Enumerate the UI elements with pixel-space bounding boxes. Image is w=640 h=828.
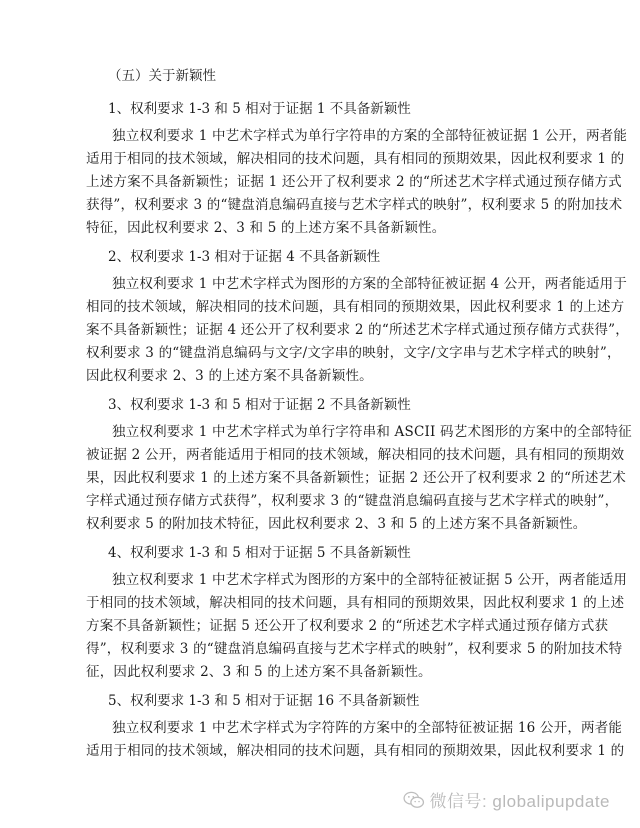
paragraph-line: 特征，因此权利要求 2、3 和 5 的上述方案不具备新颖性。 <box>86 220 446 236</box>
paragraph-line: 字样式通过预存储方式获得”，权利要求 3 的“键盘消息编码直接与艺术字样式的映射”， <box>86 493 619 509</box>
paragraph-line: 被证据 2 公开，两者能适用于相同的技术领域，解决相同的技术问题，具有相同的预期效 <box>86 447 625 463</box>
section-heading: （五）关于新颖性 <box>108 68 216 84</box>
document-body <box>86 66 632 763</box>
paragraph-line: 得”，权利要求 3 的“键盘消息编码直接与艺术字样式的映射”，权利要求 5 的附加技术特 <box>86 641 623 657</box>
paragraph-line: 上述方案不具备新颖性；证据 1 还公开了权利要求 2 的“所述艺术字样式通过预存储方式 <box>86 174 622 190</box>
paragraph <box>86 421 632 536</box>
paragraph-line: 权利要求 5 的附加技术特征，因此权利要求 2、3 和 5 的上述方案不具备新颖性。 <box>86 516 587 532</box>
paragraph-line: 适用于相同的技术领域，解决相同的技术问题，具有相同的预期效果，因此权利要求 1 的 <box>86 743 625 759</box>
paragraph <box>86 125 628 240</box>
section-heading: 1、权利要求 1-3 和 5 相对于证据 1 不具备新颖性 <box>108 101 411 117</box>
paragraph-line: 独立权利要求 1 中艺术字样式为图形的方案的全部特征被证据 4 公开，两者能适用于 <box>112 276 628 292</box>
paragraph-line: 果，因此权利要求 1 的上述方案不具备新颖性；证据 2 还公开了权利要求 2 的“所述艺术 <box>86 470 626 486</box>
paragraph-line: 独立权利要求 1 中艺术字样式为字符阵的方案中的全部特征被证据 16 公开，两者能 <box>112 720 623 736</box>
wechat-icon <box>403 791 425 809</box>
paragraph-line: 因此权利要求 2、3 的上述方案不具备新颖性。 <box>86 368 373 384</box>
section-heading: 3、权利要求 1-3 和 5 相对于证据 2 不具备新颖性 <box>108 397 411 413</box>
paragraph <box>86 717 625 763</box>
paragraph-line: 独立权利要求 1 中艺术字样式为单行字符串和 ASCII 码艺术图形的方案中的全部特征 <box>112 424 632 440</box>
watermark-text: 微信号: globalipupdate <box>429 792 610 811</box>
paragraph <box>86 273 629 388</box>
section-heading: 5、权利要求 1-3 和 5 相对于证据 16 不具备新颖性 <box>108 693 420 709</box>
paragraph-line: 独立权利要求 1 中艺术字样式为图形的方案中的全部特征被证据 5 公开，两者能适用 <box>112 572 628 588</box>
paragraph-line: 相同的技术领域，解决相同的技术问题，具有相同的预期效果，因此权利要求 1 的上述方 <box>86 299 625 315</box>
section-heading: 2、权利要求 1-3 相对于证据 4 不具备新颖性 <box>108 249 381 265</box>
paragraph-line: 案不具备新颖性；证据 4 还公开了权利要求 2 的“所述艺术字样式通过预存储方式获得”， <box>86 322 629 338</box>
paragraph-line: 权利要求 3 的“键盘消息编码与文字/文字串的映射，文字/文字串与艺术字样式的映射”， <box>86 345 621 361</box>
paragraph <box>86 569 628 684</box>
paragraph-line: 方案不具备新颖性；证据 5 还公开了权利要求 2 的“所述艺术字样式通过预存储方式获 <box>86 618 609 634</box>
paragraph-line: 独立权利要求 1 中艺术字样式为单行字符串的方案的全部特征被证据 1 公开，两者能 <box>112 128 628 144</box>
paragraph-line: 获得”，权利要求 3 的“键盘消息编码直接与艺术字样式的映射”，权利要求 5 的附加技术 <box>86 197 623 213</box>
paragraph-line: 征，因此权利要求 2、3 和 5 的上述方案不具备新颖性。 <box>86 664 432 680</box>
watermark <box>403 787 610 812</box>
section-heading: 4、权利要求 1-3 和 5 相对于证据 5 不具备新颖性 <box>108 545 411 561</box>
paragraph-line: 于相同的技术领域，解决相同的技术问题，具有相同的预期效果，因此权利要求 1 的上述 <box>86 595 625 611</box>
paragraph-line: 适用于相同的技术领域，解决相同的技术问题，具有相同的预期效果，因此权利要求 1 的 <box>86 151 625 167</box>
